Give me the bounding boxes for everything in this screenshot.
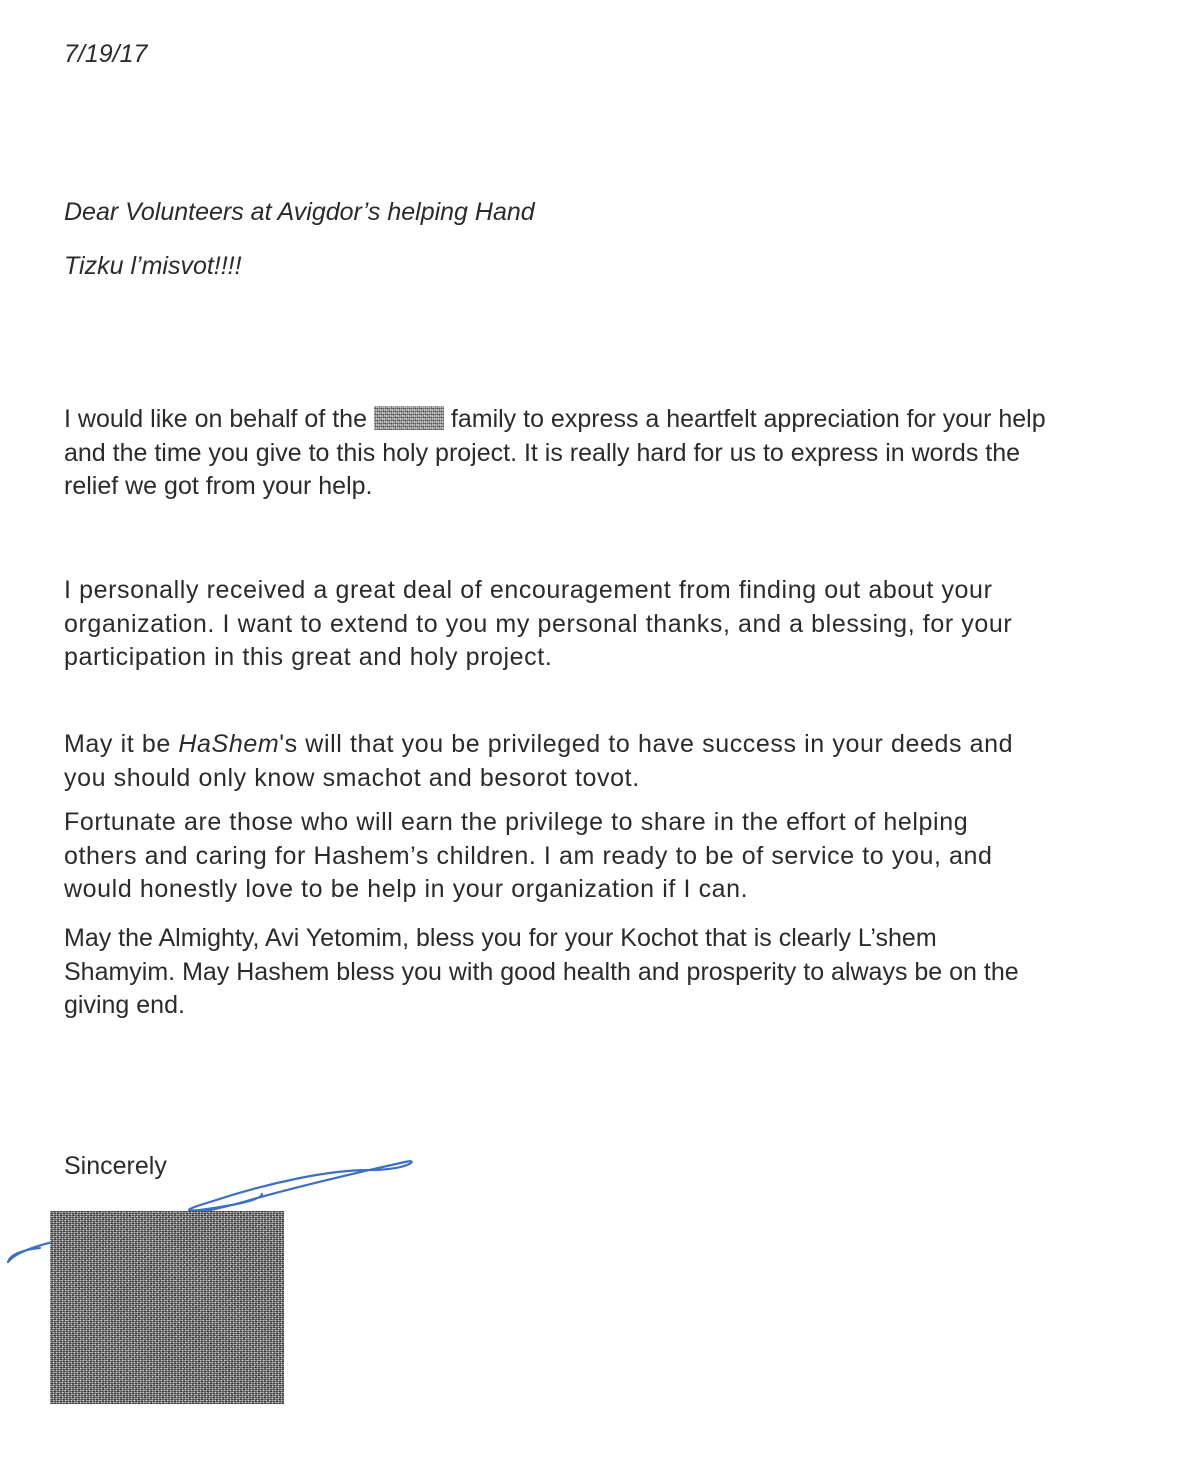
paragraph-line: would honestly love to be help in your organization if I can. (64, 875, 749, 903)
paragraph-line: you should only know smachot and besorot tovot. (64, 763, 640, 792)
greeting: Tizku l’misvot!!!! (64, 252, 242, 280)
paragraph-encouragement (64, 574, 1012, 675)
paragraph-blessing (64, 728, 1013, 795)
paragraph-line (64, 403, 1046, 437)
emphasis-hashem: HaShem (178, 730, 280, 758)
paragraph-text: 's will that you be privileged to have success in your deeds and (279, 730, 1014, 758)
paragraph-line: Fortunate are those who will earn the privilege to share in the effort of helping (64, 808, 969, 836)
salutation: Dear Volunteers at Avigdor’s helping Hand (64, 198, 535, 226)
redacted-family-name (374, 406, 444, 430)
paragraph-line: participation in this great and holy project. (64, 643, 553, 671)
closing: Sincerely (64, 1152, 167, 1180)
paragraph-line: Shamyim. May Hashem bless you with good health and prosperity to always be on the (64, 957, 1019, 986)
paragraph-line: I personally received a great deal of encouragement from finding out about your (64, 576, 993, 604)
letter-date: 7/19/17 (64, 40, 148, 68)
paragraph-line: May the Almighty, Avi Yetomim, bless you for your Kochot that is clearly L’shem (64, 924, 937, 952)
paragraph-text: family to express a heartfelt appreciation for your help (450, 405, 1046, 433)
redacted-signature-block (50, 1211, 284, 1404)
paragraph-line: and the time you give to this holy project. It is really hard for us to express in words the (64, 438, 1021, 467)
paragraph-fortunate (64, 806, 993, 907)
paragraph-line: organization. I want to extend to you my personal thanks, and a blessing, for your (64, 609, 1013, 638)
paragraph-line: giving end. (64, 991, 185, 1019)
paragraph-line: relief we got from your help. (64, 472, 373, 500)
paragraph-line (64, 728, 1013, 762)
paragraph-almighty (64, 922, 1019, 1023)
paragraph-text: I would like on behalf of the (64, 405, 367, 433)
paragraph-line: others and caring for Hashem’s children. I am ready to be of service to you, and (64, 841, 993, 870)
paragraph-text: May it be (64, 730, 171, 758)
paragraph-appreciation (64, 403, 1046, 504)
